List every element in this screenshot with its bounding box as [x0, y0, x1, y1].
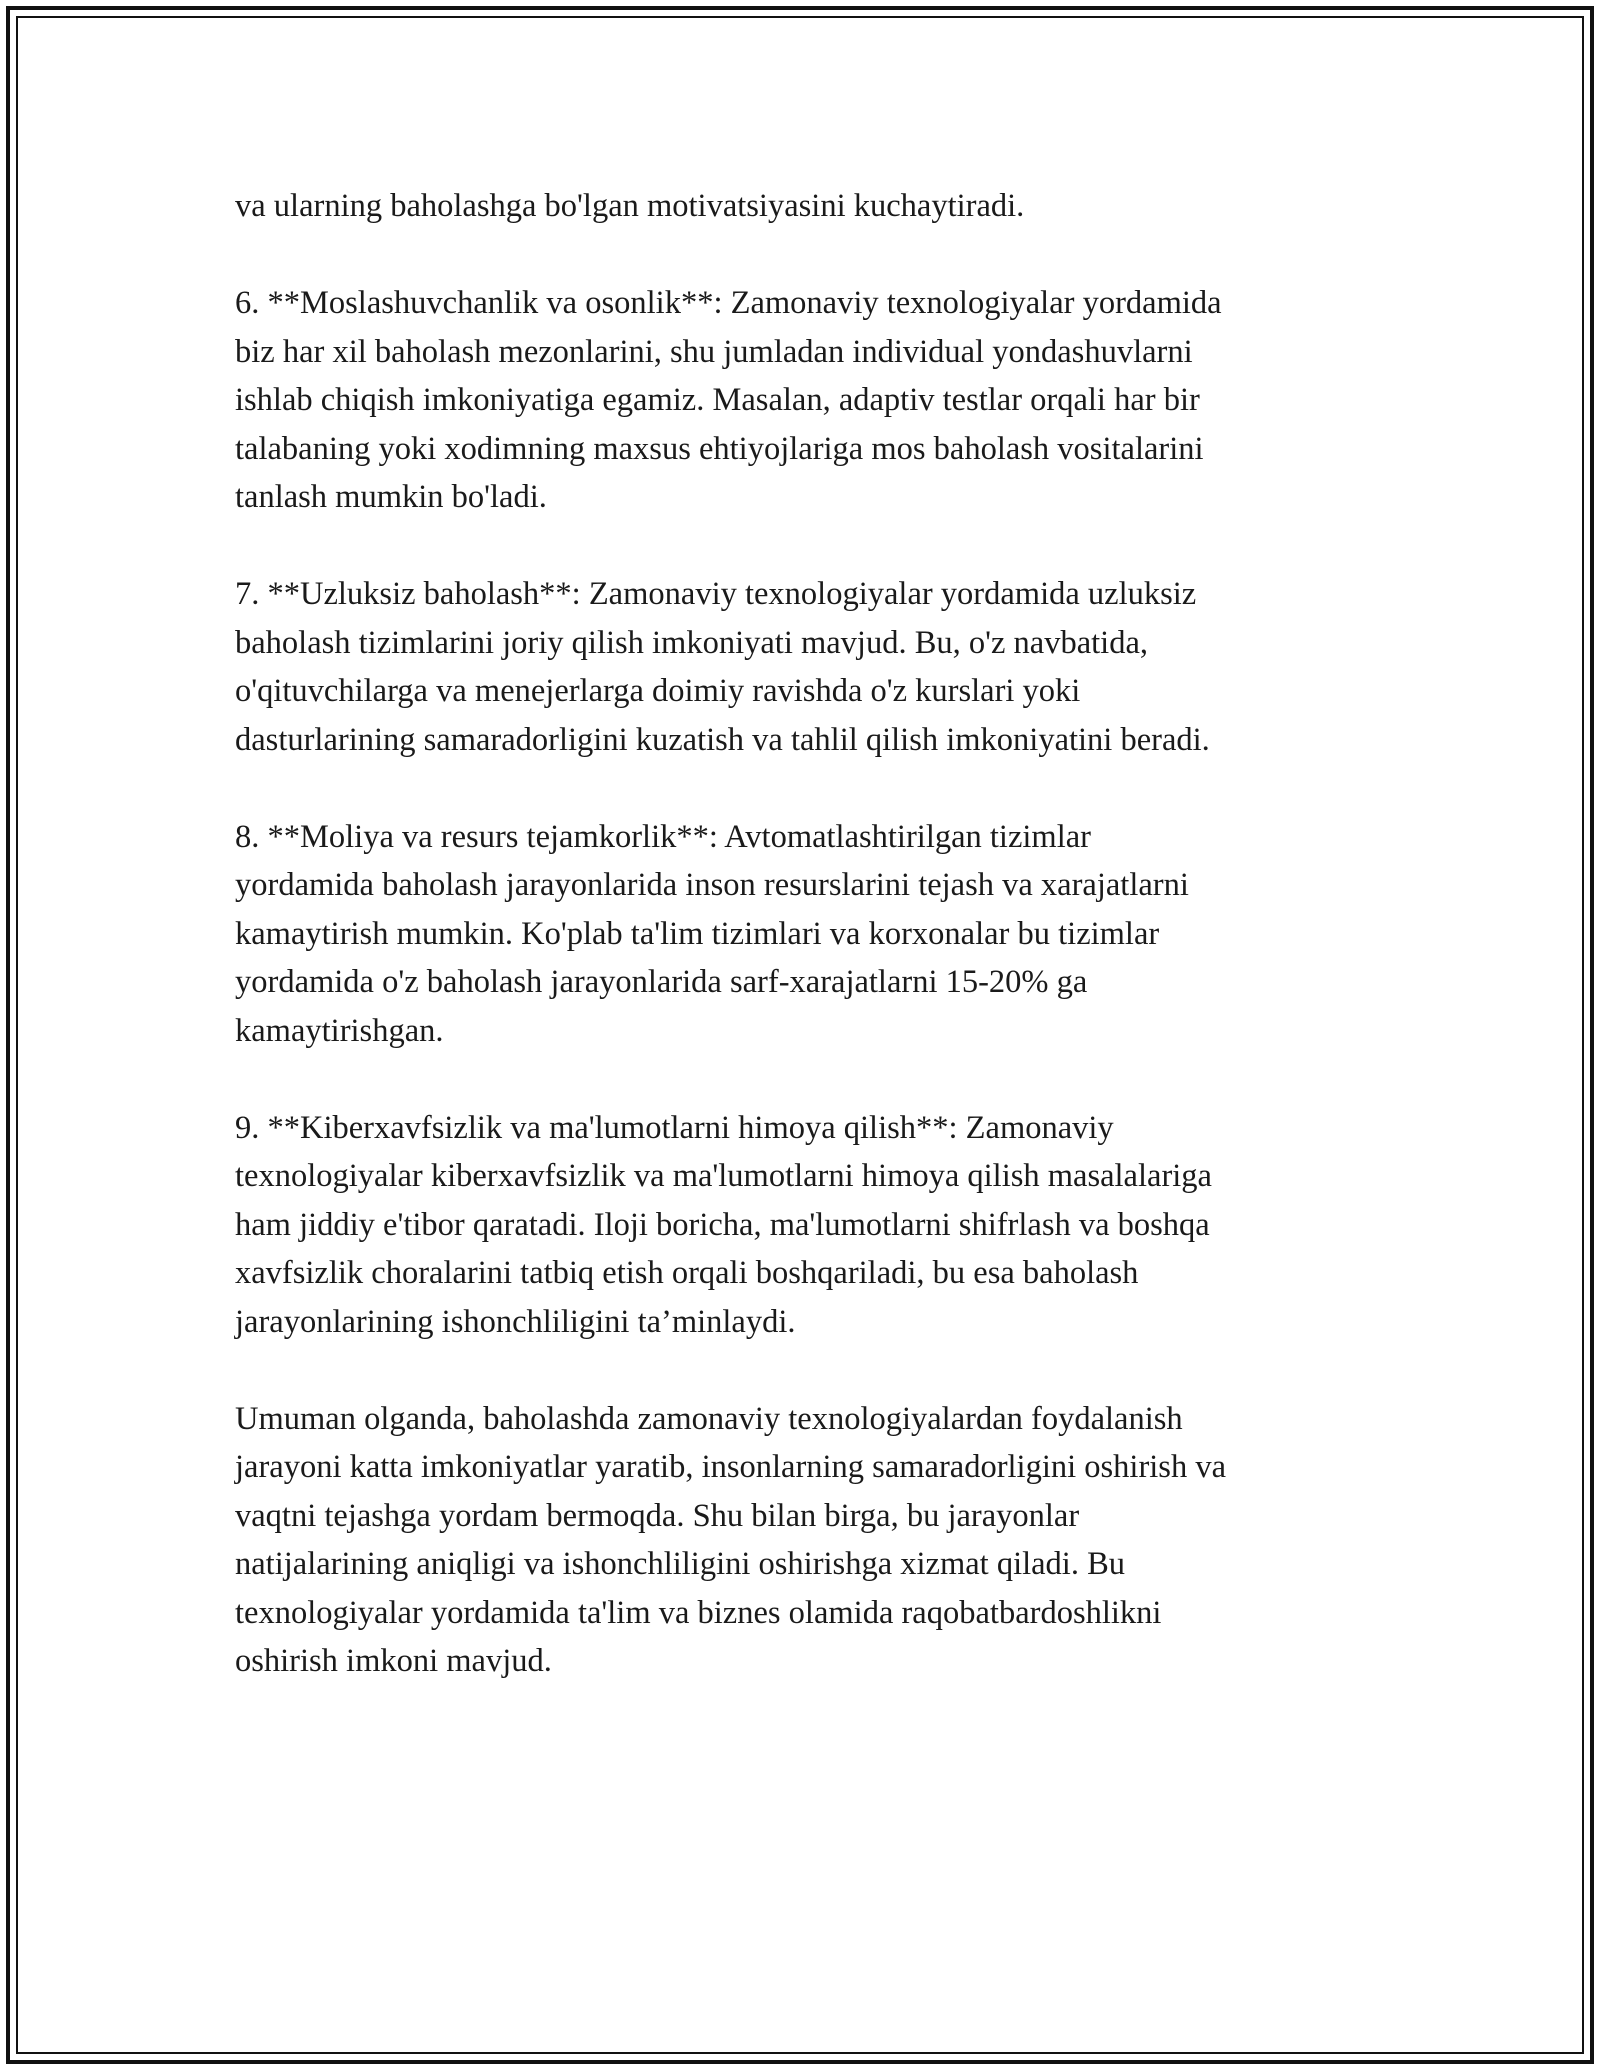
paragraph-item-6: 6. **Moslashuvchanlik va osonlik**: Zamonaviy texnologiyalar yordamida biz har xil baholash mezonlarini, shu jumladan individual yondashuvlarni ishlab chiqish imkoniyatiga egamiz. Masalan, adaptiv testlar orqali har bir talabaning yoki xodimning maxsus ehtiyojlariga mos baholash vositalarini tanlash mumkin bo'ladi. — [235, 285, 1222, 515]
paragraph-conclusion: Umuman olganda, baholashda zamonaviy texnologiyalardan foydalanish jarayoni katta imkoniyatlar yaratib, insonlarning samaradorligini oshirish va vaqtni tejashga yordam bermoqda. Shu bilan birga, bu jarayonlar natijalarining aniqligi va ishonchliligini oshirishga xizmat qiladi. Bu texnologiyalar yordamida ta'lim va biznes olamida raqobatbardoshlikni oshirish imkoni mavjud. — [235, 1400, 1226, 1679]
document-body — [235, 182, 1365, 1734]
paragraph-item-8: 8. **Moliya va resurs tejamkorlik**: Avtomatlashtirilgan tizimlar yordamida baholash jarayonlarida inson resurslarini tejash va xarajatlarni kamaytirish mumkin. Ko'plab ta'lim tizimlari va korxonalar bu tizimlar yordamida o'z baholash jarayonlarida sarf-xarajatlarni 15-20% ga kamaytirishgan. — [235, 818, 1189, 1049]
paragraph-item-9: 9. **Kiberxavfsizlik va ma'lumotlarni himoya qilish**: Zamonaviy texnologiyalar kiberxavfsizlik va ma'lumotlarni himoya qilish masalalariga ham jiddiy e'tibor qaratadi. Iloji boricha, ma'lumotlarni shifrlash va boshqa xavfsizlik choralarini tatbiq etish orqali boshqariladi, bu esa baholash jarayonlarining ishonchliligini ta’minlaydi. — [235, 1109, 1212, 1340]
paragraph-continuation: va ularning baholashga bo'lgan motivatsiyasini kuchaytiradi. — [235, 188, 1025, 224]
paragraph-item-7: 7. **Uzluksiz baholash**: Zamonaviy texnologiyalar yordamida uzluksiz baholash tizimlarini joriy qilish imkoniyati mavjud. Bu, o'z navbatida, o'qituvchilarga va menejerlarga doimiy ravishda o'z kurslari yoki dasturlarining samaradorligini kuzatish va tahlil qilish imkoniyatini beradi. — [235, 576, 1210, 758]
